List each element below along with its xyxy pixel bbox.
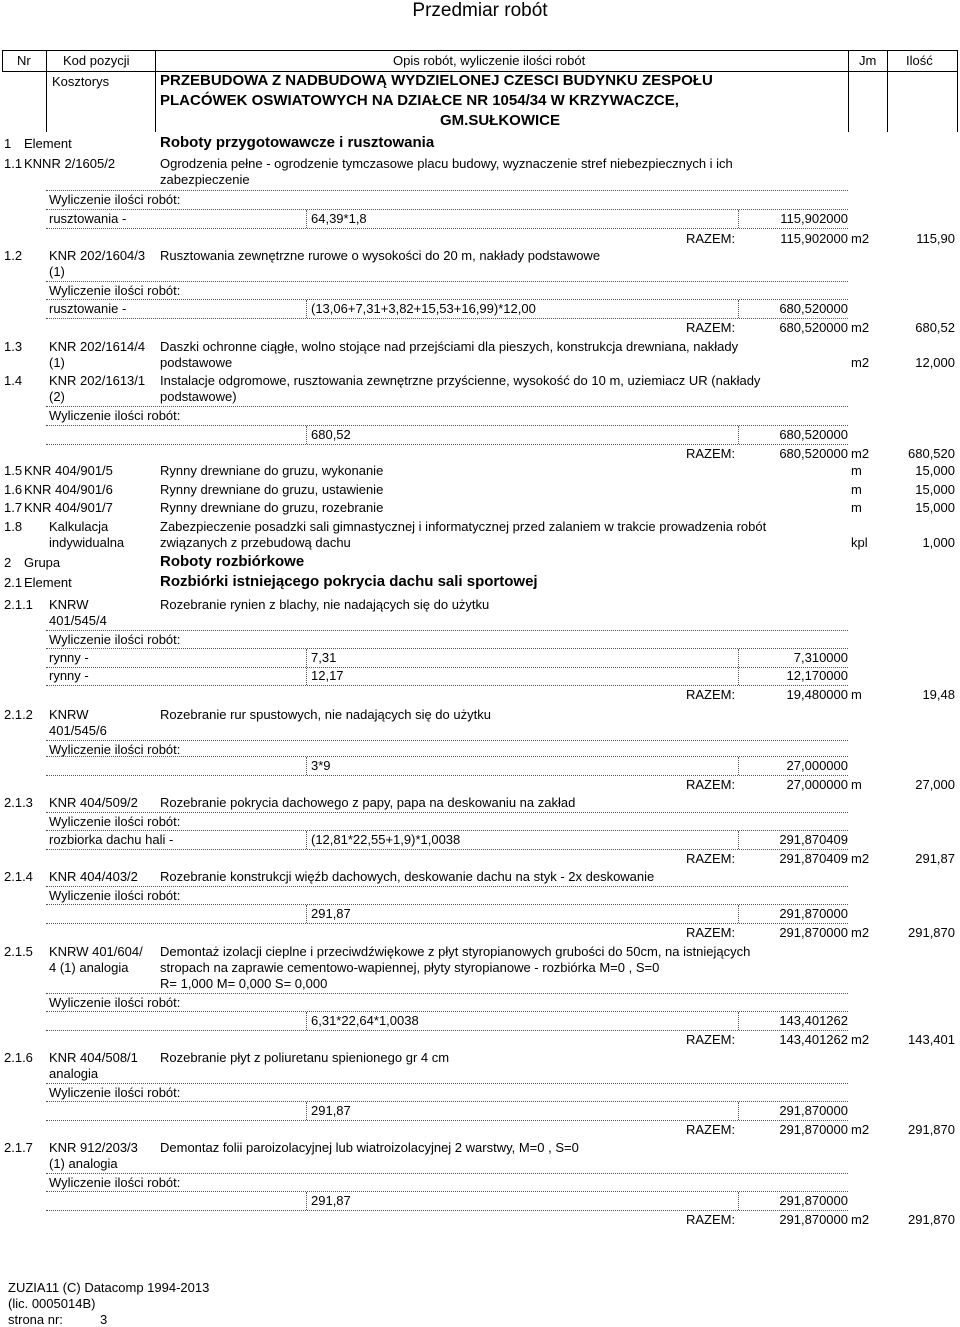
row-2-1-3-razem-val: 291,870409 (779, 851, 848, 866)
row-1-5-kod: KNR 404/901/5 (24, 463, 113, 478)
row-1-3-jm: m2 (851, 355, 870, 370)
row-2-1-1-kod2: 401/545/4 (49, 613, 107, 628)
row-2-1-7-razem: RAZEM: (686, 1212, 736, 1227)
row-1-8-kod2: indywidualna (49, 535, 125, 550)
row-1-3-opis1: Daszki ochronne ciągłe, wolno stojące nad przejściami dla pieszych, konstrukcja drewniana, nakłady (160, 339, 739, 354)
row-2-1-kod: Element (24, 575, 72, 590)
row-2-1-7-kod1: KNR 912/203/3 (49, 1140, 138, 1155)
row-2-1-1-jm: m (851, 687, 862, 702)
row-2-1-6-calc-expr: 291,87 (311, 1103, 351, 1118)
row-1-5-nr: 1.5 (4, 463, 23, 478)
row-2-1-2-razem: RAZEM: (686, 777, 736, 792)
row-2-1-5-razem-val: 143,401262 (779, 1032, 848, 1047)
row-1-3-nr: 1.3 (4, 339, 23, 354)
row-1-2-calc-expr: (13,06+7,31+3,82+15,53+16,99)*12,00 (311, 301, 536, 316)
kosztorys-label: Kosztorys (52, 74, 110, 89)
row-1-4-opis2: podstawowe) (160, 389, 237, 404)
row-2-1-2-calc-expr: 3*9 (311, 758, 331, 773)
row-1-4-wyl: Wyliczenie ilości robót: (49, 408, 181, 423)
row-2-1-4-jm: m2 (851, 925, 870, 940)
page-title: Przedmiar robót (412, 0, 548, 21)
row-1-1-ilosc: 115,90 (916, 231, 955, 246)
row-2-1-4-nr: 2.1.4 (4, 869, 33, 884)
row-1-3-kod1: KNR 202/1614/4 (49, 339, 146, 354)
row-2-1-4-opis: Rozebranie konstrukcji więźb dachowych, deskowanie dachu na styk - 2x deskowanie (160, 869, 655, 884)
row-2-1-3-opis: Rozebranie pokrycia dachowego z papy, papa na deskowaniu na zakład (160, 795, 576, 810)
row-2-1-5-opis3: R= 1,000 M= 0,000 S= 0,000 (160, 976, 328, 991)
row-2-1-3-ilosc: 291,87 (915, 851, 955, 866)
row-1-1-nr: 1.1 (4, 156, 23, 171)
row-2-1-5-kod1: KNRW 401/604/ (49, 944, 143, 959)
row-2-1-2-kod2: 401/545/6 (49, 723, 107, 738)
row-1-1-wyl: Wyliczenie ilości robót: (49, 192, 181, 207)
row-1-6-ilosc: 15,000 (915, 482, 955, 497)
row-1-1-calc-name: rusztowania - (49, 211, 127, 226)
row-1-3-ilosc: 12,000 (915, 355, 955, 370)
row-2-1-1-calc2-val: 12,170000 (786, 668, 848, 683)
row-2-1-6-kod1: KNR 404/508/1 (49, 1050, 138, 1065)
row-2-1-6-razem: RAZEM: (686, 1122, 736, 1137)
row-1-1-calc-val: 115,902000 (780, 211, 848, 226)
row-2-1-1-calc1-name: rynny - (49, 650, 89, 665)
row-2-1-4-calc-val: 291,870000 (779, 906, 848, 921)
table-header (2, 50, 958, 72)
row-1-8-ilosc: 1,000 (922, 535, 955, 550)
row-1-1-opis1: Ogrodzenia pełne - ogrodzenie tymczasowe placu budowy, wyznaczenie stref niebezpiecznych i ich (160, 156, 733, 171)
row-2-1-5-jm: m2 (851, 1032, 870, 1047)
row-2-1-6-nr: 2.1.6 (4, 1050, 33, 1065)
row-2-1-3-calc-name: rozbiorka dachu hali - (49, 832, 174, 847)
row-2-1-7-ilosc: 291,870 (908, 1212, 955, 1227)
row-2-1-1-kod1: KNRW (49, 597, 89, 612)
row-2-1-3-calc-val: 291,870409 (779, 832, 848, 847)
row-1-5-ilosc: 15,000 (915, 463, 955, 478)
row-2-1-7-kod2: (1) analogia (49, 1156, 118, 1171)
row-1-1-kod: KNNR 2/1605/2 (24, 156, 116, 171)
header-ilosc: Ilość (906, 53, 933, 68)
footer-software: ZUZIA11 (C) Datacomp 1994-2013 (8, 1280, 210, 1295)
footer-page-number: 3 (100, 1312, 108, 1327)
row-1-4-calc-val: 680,520000 (779, 427, 848, 442)
row-2-1-1-razem: RAZEM: (686, 687, 736, 702)
row-2-1-6-jm: m2 (851, 1122, 870, 1137)
row-2-1-1-ilosc: 19,48 (922, 687, 955, 702)
row-2-1-2-ilosc: 27,000 (915, 777, 955, 792)
row-2-1-1-nr: 2.1.1 (4, 597, 33, 612)
row-1-2-jm: m2 (851, 320, 870, 335)
row-2-1-5-nr: 2.1.5 (4, 944, 33, 959)
row-2-1-5-kod2: 4 (1) analogia (49, 960, 129, 975)
row-1-2-opis: Rusztowania zewnętrzne rurowe o wysokości do 20 m, nakłady podstawowe (160, 248, 601, 263)
row-1-1-jm: m2 (851, 231, 870, 246)
row-1-4-opis1: Instalacje odgromowe, rusztowania zewnętrzne przyścienne, wysokość do 10 m, uziemiacz UR (nakłady (160, 373, 761, 388)
row-2-1-5-ilosc: 143,401 (908, 1032, 955, 1047)
row-1-1-opis2: zabezpieczenie (160, 172, 250, 187)
row-1-2-kod1: KNR 202/1604/3 (49, 248, 146, 263)
row-1-2-calc-val: 680,520000 (779, 301, 848, 316)
row-2-1-5-razem: RAZEM: (686, 1032, 736, 1047)
row-2-1-1-calc2-expr: 12,17 (311, 668, 344, 683)
row-1-3-kod2: (1) (49, 355, 65, 370)
footer-page-label: strona nr: (8, 1312, 63, 1327)
row-2-1-4-razem-val: 291,870000 (779, 925, 848, 940)
row-1-3-opis2: podstawowe (160, 355, 233, 370)
row-2-1-7-nr: 2.1.7 (4, 1140, 33, 1155)
row-1-4-razem: RAZEM: (686, 446, 736, 461)
row-2-1-2-calc-val: 27,000000 (786, 758, 848, 773)
row-2-1-2-jm: m (851, 777, 862, 792)
row-2-1-2-opis: Rozebranie rur spustowych, nie nadających się do użytku (160, 707, 491, 722)
row-2-1-6-razem-val: 291,870000 (779, 1122, 848, 1137)
row-2-1-4-ilosc: 291,870 (908, 925, 955, 940)
row-1-8-opis1: Zabezpieczenie posadzki sali gimnastycznej i informatycznej przed zalaniem w trakcie prowadzenia robót (160, 519, 767, 534)
row-1-7-kod: KNR 404/901/7 (24, 500, 113, 515)
row-2-1-5-calc-expr: 6,31*22,64*1,0038 (311, 1013, 419, 1028)
row-1-6-nr: 1.6 (4, 482, 23, 497)
row-2-1-5-opis1: Demontaż izolacji cieplne i przeciwdźwiękowe z płyt styropianowych grubości do 50cm, na istniejących (160, 944, 751, 959)
kosztorys-line2: PLACÓWEK OSWIATOWYCH NA DZIAŁCE NR 1054/34 W KRZYWACZCE, (160, 92, 679, 109)
row-2-1-2-nr: 2.1.2 (4, 707, 33, 722)
row-2-1-2-wyl: Wyliczenie ilości robót: (49, 742, 181, 757)
row-2-1-7-calc-expr: 291,87 (311, 1193, 351, 1208)
row-2-1-1-opis: Rozebranie rynien z blachy, nie nadających się do użytku (160, 597, 490, 612)
row-1-2-razem: RAZEM: (686, 320, 736, 335)
row-2-1-3-wyl: Wyliczenie ilości robót: (49, 814, 181, 829)
row-1-4-ilosc: 680,520 (908, 446, 955, 461)
row-2-1-opis: Rozbiórki istniejącego pokrycia dachu sali sportowej (160, 573, 538, 590)
row-1-opis: Roboty przygotowawcze i rusztowania (160, 134, 435, 151)
row-2-1-4-razem: RAZEM: (686, 925, 736, 940)
row-2-kod: Grupa (24, 555, 61, 570)
row-1-7-nr: 1.7 (4, 500, 23, 515)
row-2-1-3-nr: 2.1.3 (4, 795, 33, 810)
row-2-1-6-opis: Rozebranie płyt z poliuretanu spienionego gr 4 cm (160, 1050, 450, 1065)
header-nr: Nr (17, 53, 31, 68)
row-1-kod: Element (24, 136, 72, 151)
row-1-7-opis: Rynny drewniane do gruzu, rozebranie (160, 500, 384, 515)
row-1-6-jm: m (851, 482, 862, 497)
row-1-4-kod1: KNR 202/1613/1 (49, 373, 146, 388)
row-2-1-3-razem: RAZEM: (686, 851, 736, 866)
row-1-4-calc-expr: 680,52 (311, 427, 351, 442)
row-1-4-jm: m2 (851, 446, 870, 461)
row-2-1-6-kod2: analogia (49, 1066, 99, 1081)
row-1-8-nr: 1.8 (4, 519, 23, 534)
row-1-4-kod2: (2) (49, 389, 65, 404)
row-2-opis: Roboty rozbiórkowe (160, 553, 305, 570)
row-2-1-1-wyl: Wyliczenie ilości robót: (49, 632, 181, 647)
row-1-2-ilosc: 680,52 (915, 320, 955, 335)
row-2-1-7-razem-val: 291,870000 (779, 1212, 848, 1227)
row-1-1-calc-expr: 64,39*1,8 (311, 211, 367, 226)
row-2-1-7-jm: m2 (851, 1212, 870, 1227)
row-2-1-4-kod: KNR 404/403/2 (49, 869, 138, 884)
row-1-8-opis2: związanych z przebudową dachu (160, 535, 351, 550)
kosztorys-line3: GM.SUŁKOWICE (440, 112, 560, 129)
row-2-1-3-kod: KNR 404/509/2 (49, 795, 138, 810)
row-2-1-1-calc1-expr: 7,31 (311, 650, 337, 665)
row-1-4-nr: 1.4 (4, 373, 23, 388)
row-2-1-5-wyl: Wyliczenie ilości robót: (49, 995, 181, 1010)
row-2-1-1-calc1-val: 7,310000 (793, 650, 848, 665)
row-1-2-razem-val: 680,520000 (779, 320, 848, 335)
row-1-2-nr: 1.2 (4, 248, 23, 263)
row-1-4-razem-val: 680,520000 (779, 446, 848, 461)
row-1-2-calc-name: rusztowanie - (49, 301, 127, 316)
row-2-1-1-calc2-name: rynny - (49, 668, 89, 683)
row-1-2-wyl: Wyliczenie ilości robót: (49, 283, 181, 298)
row-1-5-opis: Rynny drewniane do gruzu, wykonanie (160, 463, 384, 478)
header-opis: Opis robót, wyliczenie ilości robót (393, 53, 586, 68)
row-1-1-razem-val: 115,902000 (780, 231, 848, 246)
header-kod: Kod pozycji (63, 53, 130, 68)
row-1-7-jm: m (851, 500, 862, 515)
row-1-7-ilosc: 15,000 (915, 500, 955, 515)
kosztorys-line1: PRZEBUDOWA Z NADBUDOWĄ WYDZIELONEJ CZESCI BUDYNKU ZESPOŁU (160, 72, 713, 89)
row-1-8-jm: kpl (851, 535, 868, 550)
row-2-1-3-jm: m2 (851, 851, 870, 866)
row-1-nr: 1 (4, 136, 12, 151)
row-1-5-jm: m (851, 463, 862, 478)
footer-license: (lic. 0005014B) (8, 1296, 96, 1311)
row-2-1-3-calc-expr: (12,81*22,55+1,9)*1,0038 (311, 832, 461, 847)
row-2-1-6-ilosc: 291,870 (908, 1122, 955, 1137)
row-2-1-4-calc-expr: 291,87 (311, 906, 351, 921)
row-1-6-kod: KNR 404/901/6 (24, 482, 113, 497)
row-1-2-kod2: (1) (49, 264, 65, 279)
row-2-1-5-opis2: stropach na zaprawie cementowo-wapiennej, płyty styropianowe - rozbiórka M=0 , S=0 (160, 960, 660, 975)
row-2-1-6-wyl: Wyliczenie ilości robót: (49, 1085, 181, 1100)
row-2-1-7-calc-val: 291,870000 (779, 1193, 848, 1208)
row-2-1-1-razem-val: 19,480000 (786, 687, 848, 702)
row-2-nr: 2 (4, 555, 12, 570)
row-2-1-nr: 2.1 (4, 575, 23, 590)
row-2-1-5-calc-val: 143,401262 (779, 1013, 848, 1028)
row-1-8-kod1: Kalkulacja (49, 519, 109, 534)
row-2-1-7-wyl: Wyliczenie ilości robót: (49, 1175, 181, 1190)
row-2-1-4-wyl: Wyliczenie ilości robót: (49, 888, 181, 903)
row-1-1-razem: RAZEM: (686, 231, 736, 246)
row-2-1-6-calc-val: 291,870000 (779, 1103, 848, 1118)
header-jm: Jm (859, 53, 877, 68)
row-2-1-2-kod1: KNRW (49, 707, 89, 722)
row-2-1-2-razem-val: 27,000000 (786, 777, 848, 792)
row-1-6-opis: Rynny drewniane do gruzu, ustawienie (160, 482, 384, 497)
row-2-1-7-opis: Demontaz folii paroizolacyjnej lub wiatroizolacyjnej 2 warstwy, M=0 , S=0 (160, 1140, 579, 1155)
